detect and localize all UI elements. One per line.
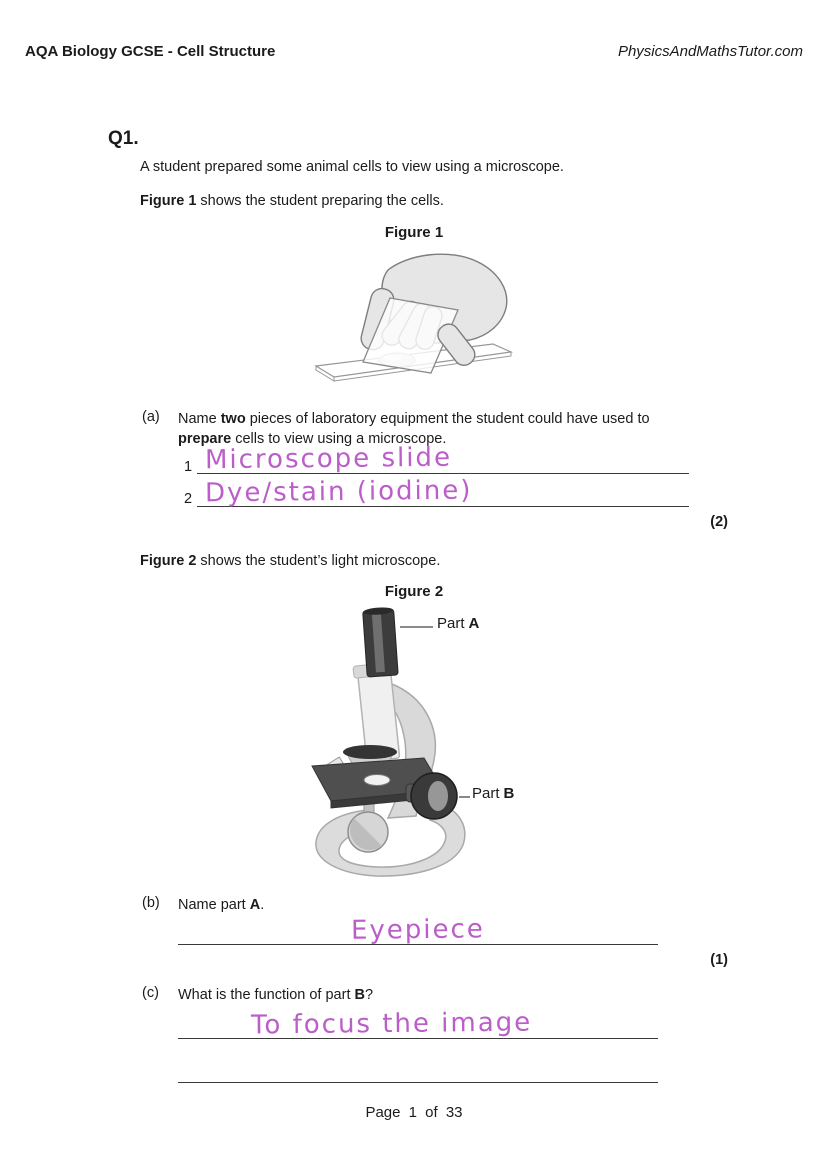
part-a-marks: (2) bbox=[710, 514, 728, 530]
handwritten-answer-1: Microscope slide bbox=[204, 442, 453, 476]
figure2-image bbox=[288, 604, 568, 884]
bold-part-a: A bbox=[249, 897, 261, 913]
stage-aperture bbox=[364, 775, 390, 786]
part-b-marks: (1) bbox=[710, 952, 728, 968]
figure1-image bbox=[300, 250, 515, 395]
microscope-illustration bbox=[288, 604, 568, 879]
figure1-illustration bbox=[300, 250, 515, 390]
handwritten-answer-b: Eyepiece bbox=[350, 914, 486, 946]
part-b-letter: B bbox=[503, 785, 515, 802]
document-title: AQA Biology GCSE - Cell Structure bbox=[25, 43, 276, 60]
part-a-callout: Part A bbox=[437, 615, 480, 632]
question-number: Q1. bbox=[108, 128, 139, 149]
answer-line-b bbox=[178, 912, 658, 945]
figure1-caption: Figure 1 bbox=[384, 224, 444, 241]
answer-1-number: 1 bbox=[184, 459, 193, 475]
part-b-prompt: Name part A. bbox=[178, 897, 265, 913]
answer-line-c2 bbox=[178, 1051, 658, 1083]
page-number: Page 1 of 33 bbox=[365, 1104, 463, 1121]
answer-line-1 bbox=[197, 443, 689, 474]
part-a-letter: A bbox=[468, 615, 480, 632]
figure2-lead-bold: Figure 2 bbox=[140, 553, 197, 569]
handwritten-answer-2: Dye/stain (iodine) bbox=[204, 475, 473, 509]
part-a-label: (a) bbox=[142, 409, 160, 425]
bold-two: two bbox=[220, 411, 246, 427]
part-c-label: (c) bbox=[142, 985, 159, 1001]
figure2-caption: Figure 2 bbox=[384, 583, 444, 600]
bold-prepare: prepare bbox=[178, 431, 232, 447]
site-link[interactable]: PhysicsAndMathsTutor.com bbox=[617, 43, 803, 60]
part-b-callout: Part B bbox=[472, 785, 515, 802]
figure1-lead: Figure 1 shows the student preparing the cells. bbox=[140, 193, 444, 209]
figure2-lead: Figure 2 shows the student’s light microscope. bbox=[140, 553, 441, 569]
answer-line-2 bbox=[197, 475, 689, 507]
figure1-lead-bold: Figure 1 bbox=[140, 193, 197, 209]
bold-part-b: B bbox=[354, 987, 365, 1003]
part-c-prompt: What is the function of part B? bbox=[178, 987, 374, 1003]
answer-line-c1 bbox=[178, 1006, 658, 1039]
question-intro: A student prepared some animal cells to view using a microscope. bbox=[140, 159, 564, 175]
part-b-label: (b) bbox=[142, 895, 160, 911]
answer-2-number: 2 bbox=[184, 491, 193, 507]
part-a-prompt: Name two pieces of laboratory equipment the student could have used to prepare cells to view using a microscope. bbox=[178, 411, 650, 447]
handwritten-answer-c: To focus the image bbox=[251, 1007, 533, 1041]
